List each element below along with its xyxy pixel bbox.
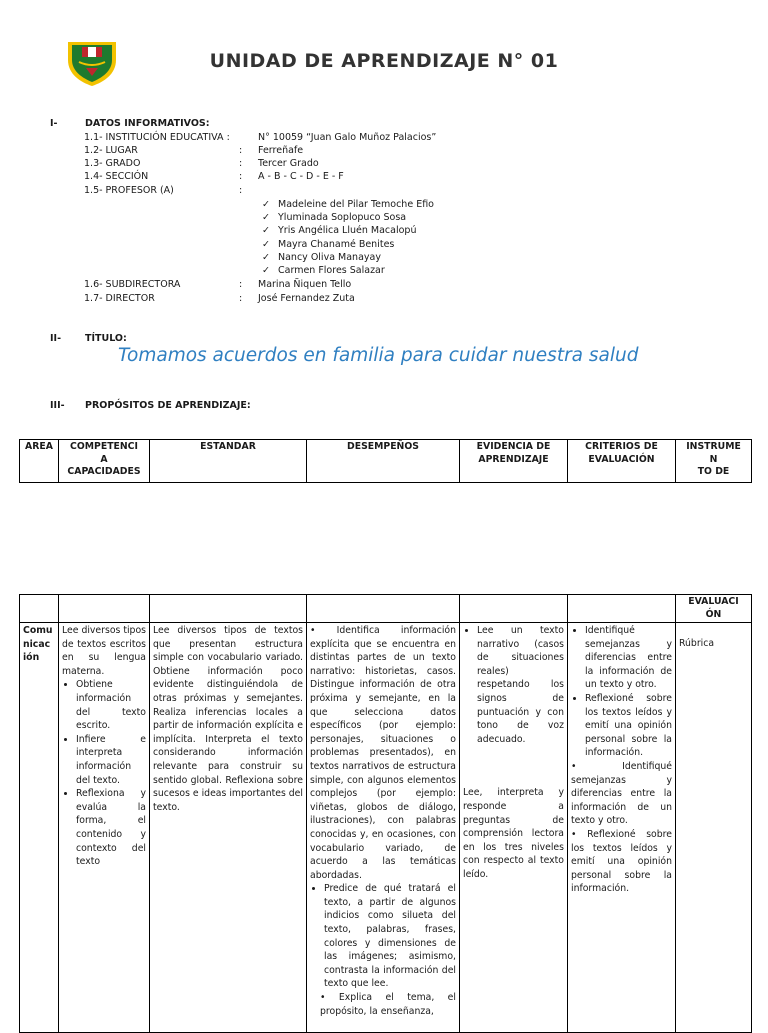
section-2-title: TÍTULO: — [85, 333, 127, 344]
info-value: Marina Ñiquen Tello — [258, 279, 352, 290]
info-label: 1.2- LUGAR — [84, 145, 138, 156]
header-desempenos: DESEMPEÑOS — [307, 440, 460, 483]
desempeno-item: • Identifica información explícita que se encuentra en distintas partes de un texto narrativo: historietas, casos. Distingue información de otra próxima y semejante, en la que selecciona datos específicos (por ejemplo: personajes, situaciones o problemas presentados), en textos narrativos de estructura simple, con algunos elementos complejos (por ejemplo: viñetas, globos de diálogo, ilustraciones), con palabras conocidas y, en ocasiones, con vocabulario variado, de acuerdo a las temáticas abordadas. — [310, 625, 456, 881]
info-value: Ferreñafe — [258, 145, 304, 156]
info-colon: : — [239, 293, 243, 304]
info-label: 1.6- SUBDIRECTORA — [84, 279, 181, 290]
capacidades-list — [62, 678, 146, 868]
cell-empty — [568, 595, 676, 623]
area-cell: Comu nicac ión — [20, 623, 59, 1033]
criterios-list — [571, 624, 672, 760]
desempenos-list — [310, 882, 456, 991]
estandar-cell: Lee diversos tipos de textos que presentan estructura simple con vocabulario variado. Obtiene información poco evidente distinguiéndola de otras próximas y semejantes. Realiza inferencias locales a partir de información explícita e implícita. Interpreta el texto considerando información relevante para construir su sentido global. Reflexiona sobre sucesos e ideas importantes del texto. — [150, 623, 307, 1033]
info-colon: : — [239, 145, 243, 156]
info-value: A - B - C - D - E - F — [258, 171, 344, 182]
desempeno-item: • Predice de qué tratará el texto, a partir de algunos indicios como silueta del texto, palabras, frases, colores y dimensiones de las imágenes; asimismo, contrasta la información del texto que lee. — [324, 882, 456, 991]
page-title: UNIDAD DE APRENDIZAJE N° 01 — [209, 50, 559, 72]
criterio-item: • Reflexioné sobre los textos leídos y emití una opinión personal sobre la información. — [571, 828, 672, 895]
cell-empty — [59, 595, 150, 623]
teacher-item: ✓ Yris Angélica Lluén Macalopú — [262, 225, 417, 236]
purposes-body-table — [19, 594, 752, 1033]
check-icon: ✓ — [262, 199, 270, 210]
info-colon: : — [239, 185, 243, 196]
header-area: AREA — [20, 440, 59, 483]
evidencia-cell — [460, 623, 568, 1033]
section-2-number: II- — [50, 333, 62, 344]
teacher-item: ✓ Nancy Oliva Manayay — [262, 252, 381, 263]
info-label: 1.1- INSTITUCIÓN EDUCATIVA : — [84, 132, 230, 143]
evidencia-item: Lee, interpreta y responde a preguntas de comprensión lectora en los tres niveles con respecto al texto leído. — [463, 787, 564, 880]
check-icon: ✓ — [262, 212, 270, 223]
check-icon: ✓ — [262, 265, 270, 276]
info-label: 1.7- DIRECTOR — [84, 293, 155, 304]
capacidad-item: • Infiere e interpreta información del texto. — [76, 733, 146, 787]
unit-title: Tomamos acuerdos en familia para cuidar nuestra salud — [118, 345, 639, 366]
header-instrumento: INSTRUME N TO DE — [676, 440, 752, 483]
criterio-item: • Reflexioné sobre los textos leídos y emití una opinión personal sobre la información. — [585, 692, 672, 760]
capacidad-item: • Reflexiona y evalúa la forma, el contenido y contexto del texto — [76, 787, 146, 869]
section-1-title: DATOS INFORMATIVOS: — [85, 118, 210, 129]
teacher-item: ✓ Mayra Chanamé Benites — [262, 239, 395, 250]
check-icon: ✓ — [262, 252, 270, 263]
info-label: 1.3- GRADO — [84, 158, 141, 169]
info-label: 1.4- SECCIÓN — [84, 171, 149, 182]
header-estandar: ESTANDAR — [150, 440, 307, 483]
criterio-item: • Identifiqué semejanzas y diferencias entre la información de un texto y otro. — [571, 760, 672, 827]
section-3-number: III- — [50, 400, 65, 411]
check-icon: ✓ — [262, 239, 270, 250]
capacidad-item: • Obtiene información del texto escrito. — [76, 678, 146, 732]
purposes-header-table — [19, 439, 752, 483]
section-3-title: PROPÓSITOS DE APRENDIZAJE: — [85, 400, 251, 411]
header-evidencia: EVIDENCIA DE APRENDIZAJE — [460, 440, 568, 483]
cell-empty — [460, 595, 568, 623]
info-colon: : — [239, 279, 243, 290]
cell-empty — [20, 595, 59, 623]
cell-empty — [307, 595, 460, 623]
competencia-cell — [59, 623, 150, 1033]
header-competencia: COMPETENCI A CAPACIDADES — [59, 440, 150, 483]
teacher-item: ✓ Yluminada Soplopuco Sosa — [262, 212, 407, 223]
desempeno-item: • Explica el tema, el propósito, la enseñanza, — [320, 992, 456, 1017]
criterio-item: • Identifiqué semejanzas y diferencias entre la información de un texto y otro. — [585, 624, 672, 692]
instrument-header-cont: EVALUACI ÓN — [676, 595, 752, 623]
info-colon: : — [239, 158, 243, 169]
info-value: José Fernandez Zuta — [258, 293, 355, 304]
teacher-item: ✓ Madeleine del Pilar Temoche Efio — [262, 199, 434, 210]
competencia-intro: Lee diversos tipos de textos escritos en su lengua materna. — [62, 625, 146, 677]
desempenos-cell — [307, 623, 460, 1033]
header-criterios: CRITERIOS DE EVALUACIÓN — [568, 440, 676, 483]
info-label: 1.5- PROFESOR (A) — [84, 185, 174, 196]
cell-empty — [150, 595, 307, 623]
criterios-cell — [568, 623, 676, 1033]
info-value: Tercer Grado — [258, 158, 319, 169]
teacher-item: ✓ Carmen Flores Salazar — [262, 265, 385, 276]
evidencia-list — [463, 624, 564, 746]
check-icon: ✓ — [262, 225, 270, 236]
info-value: N° 10059 “Juan Galo Muñoz Palacios” — [258, 132, 437, 143]
instrumento-cell: Rúbrica — [676, 623, 752, 1033]
info-colon: : — [239, 171, 243, 182]
evidencia-item: • Lee un texto narrativo (casos de situaciones reales) respetando los signos de puntuación y con tono de voz adecuado. — [477, 624, 564, 746]
section-1-number: I- — [50, 118, 58, 129]
